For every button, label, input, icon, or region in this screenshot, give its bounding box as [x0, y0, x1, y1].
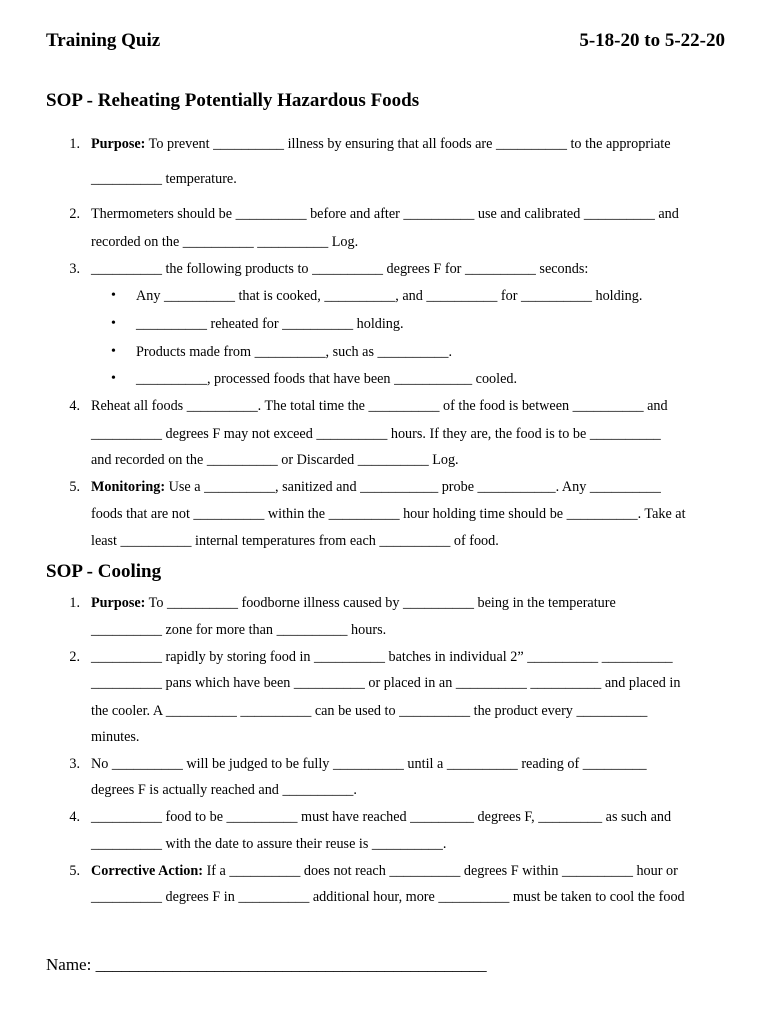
quiz-line: Any __________ that is cooked, __________, and __________ for __________ holding. [136, 288, 643, 304]
item-number: 3. [69, 756, 80, 772]
quiz-line: No __________ will be judged to be fully __________ until a __________ reading of _________ [91, 756, 647, 772]
name-blank[interactable]: ______________________________________________ [91, 955, 487, 974]
item-number: 5. [69, 479, 80, 495]
line-text: Use a __________, sanitized and ___________ probe ___________. Any __________ [165, 479, 661, 495]
quiz-line [91, 136, 671, 153]
item-label: Monitoring: [91, 479, 166, 495]
quiz-line: __________ degrees F may not exceed __________ hours. If they are, the food is to be __________ [91, 426, 661, 442]
item-number: 2. [69, 206, 80, 222]
date-range: 5-18-20 to 5-22-20 [579, 30, 725, 51]
bullet: • [111, 371, 116, 386]
quiz-line: __________ pans which have been __________ or placed in an __________ __________ and placed in [91, 675, 681, 691]
section-title-reheating: SOP - Reheating Potentially Hazardous Foods [46, 90, 420, 111]
quiz-line: Reheat all foods __________. The total time the __________ of the food is between __________ and [91, 398, 668, 414]
quiz-line: __________ temperature. [91, 171, 237, 187]
quiz-line: __________ degrees F in __________ additional hour, more __________ must be taken to cool the food [91, 889, 685, 905]
item-label: Purpose: [91, 595, 146, 611]
line-text: If a __________ does not reach __________ degrees F within __________ hour or [203, 863, 678, 879]
line-text: To prevent __________ illness by ensuring that all foods are __________ to the appropriate [145, 136, 671, 152]
quiz-line: Thermometers should be __________ before and after __________ use and calibrated __________ and [91, 206, 679, 222]
quiz-line: least __________ internal temperatures from each __________ of food. [91, 533, 499, 549]
quiz-title: Training Quiz [46, 30, 161, 51]
item-number: 4. [69, 809, 80, 825]
quiz-line: minutes. [91, 729, 140, 745]
quiz-line: __________ with the date to assure their reuse is __________. [91, 836, 447, 852]
quiz-line: recorded on the __________ __________ Log. [91, 234, 359, 250]
bullet: • [111, 316, 116, 331]
item-number: 1. [69, 136, 80, 152]
item-number: 1. [69, 595, 80, 611]
quiz-line [91, 595, 616, 612]
name-label: Name: [46, 955, 92, 974]
quiz-line: __________ rapidly by storing food in __________ batches in individual 2” __________ __________ [91, 649, 673, 665]
item-number: 4. [69, 398, 80, 414]
quiz-line: __________ the following products to __________ degrees F for __________ seconds: [91, 261, 589, 277]
section-title-cooling: SOP - Cooling [46, 561, 162, 582]
quiz-line: __________, processed foods that have been ___________ cooled. [136, 371, 518, 387]
quiz-line [91, 863, 678, 880]
line-text: To __________ foodborne illness caused by __________ being in the temperature [145, 595, 616, 611]
quiz-line: __________ food to be __________ must have reached _________ degrees F, _________ as such and [91, 809, 672, 825]
quiz-line: __________ reheated for __________ holding. [136, 316, 404, 332]
item-label: Corrective Action: [91, 863, 204, 879]
quiz-line [91, 479, 661, 496]
item-number: 2. [69, 649, 80, 665]
quiz-line: degrees F is actually reached and __________. [91, 782, 357, 798]
item-label: Purpose: [91, 136, 146, 152]
item-number: 3. [69, 261, 80, 277]
quiz-line: __________ zone for more than __________ hours. [91, 622, 387, 638]
bullet: • [111, 288, 116, 303]
name-field[interactable] [46, 955, 487, 975]
quiz-line: Products made from __________, such as __________. [136, 344, 453, 360]
quiz-line: and recorded on the __________ or Discarded __________ Log. [91, 452, 459, 468]
item-number: 5. [69, 863, 80, 879]
quiz-line: foods that are not __________ within the __________ hour holding time should be __________. Take at [91, 506, 686, 522]
quiz-line: the cooler. A __________ __________ can be used to __________ the product every __________ [91, 703, 648, 719]
bullet: • [111, 344, 116, 359]
